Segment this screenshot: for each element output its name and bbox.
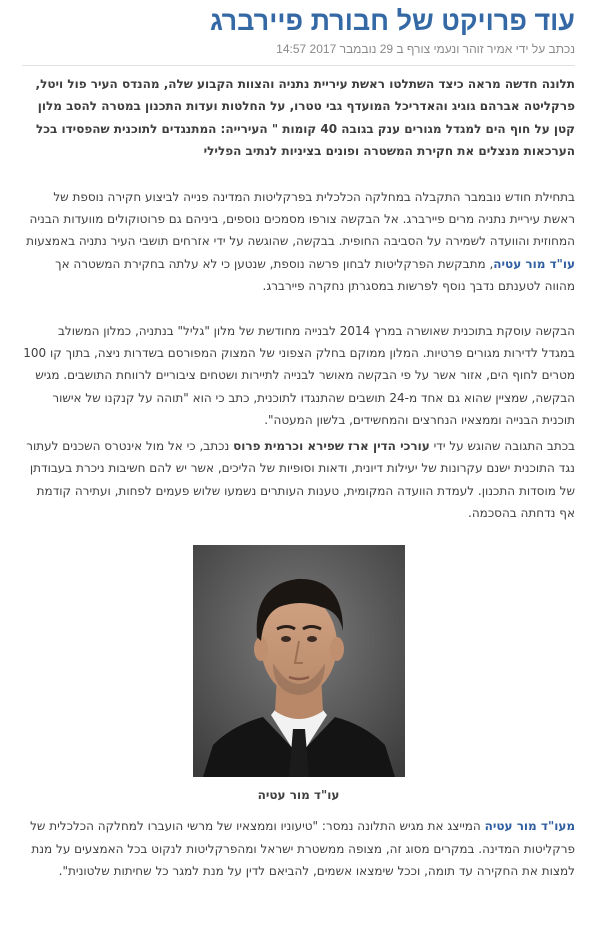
paragraph-1-text-a: בתחילת חודש נובמבר התקבלה במחלקה הכלכלית בפרקליטות המדינה פנייה לביצוע חקירה נוספת של ראשת עיריית נתניה מרים פיירברג. אל הבקשה צורפו מסמכים נוספים, ביניהם גם פרוטוקולים מוועדות הבניה המחוזית והוועדה לשמירה על הסביבה החופית. בבקשה, שהוגשה על ידי אזרחים תושבי העיר נתניה באמצעות <box>26 189 575 249</box>
article-byline: נכתב על ידי אמיר זוהר ונעמי צורף ב 29 נובמבר 2017 14:57 <box>276 42 575 56</box>
paragraph-1-text-b: , מתבקשת הפרקליטות לבחון פרשה נוספת, שנטען כי לא עלתה בחקירת המשטרה אך מהווה לטענתם נדבך נוסף לפרשות במסגרתן נחקרה פיירברג. <box>55 256 575 294</box>
paragraph-4 <box>22 815 575 882</box>
paragraph-1 <box>22 186 575 298</box>
article-title: עוד פרויקט של חבורת פיירברג <box>210 6 575 36</box>
paragraph-3 <box>22 435 575 525</box>
paragraph-3-text-a: בכתב התגובה שהוגש על ידי <box>429 438 575 453</box>
paragraph-3-text-b: נכתב, כי אל מול אינטרס השכנים לעתור נגד התוכנית ישנם עקרונות של יעילות דיונית, ודאות וסופיות של הליכים, אשר יש להם חשיבות ניכרת בעבודתן של מוסדות התכנון. לעמדת הוועדה המקומית, טענות העותרים נשמעו שלוש פעמים לפחות, ועתירה קודמת אף נדחתה בהסכמה. <box>26 438 575 520</box>
article-lead: תלונה חדשה מראה כיצד השתלטו ראשת עיריית נתניה והצוות הקבוע שלה, מהנדס העיר פול ויטל, פרקליטה אברהם גוגיג והאדריכל המועדף גבי טטרו, על החלטות ועדות התכנון במטרה להסב מלון קטן על חוף הים למגדל מגורים ענק בגובה 40 קומות " העירייה: המתנגדים לתוכנית שהפסידו בכל הערכאות מנצלים את חקירת המשטרה ופונים בציניות לנתיב הפלילי <box>35 77 575 159</box>
paragraph-4-text: המייצג את מגיש התלונה נמסר: "טיעוניו וממצאיו של מרשי הועברו למחלקה הכלכלית של פרקליטות המדינה. במקרים מסוג זה, מצופה ממשטרת ישראל ומהפרקליטות לנקוט בכל האמצעים על מנת למצות את החקירה עד תומה, וככל שימצאו אשמים, להביאם לדין על מנת למגר כל שחיתות שלטונית". <box>30 819 575 879</box>
photo-caption: עו"ד מור עטיה <box>257 788 340 803</box>
lawyer-name-link-2[interactable]: מעו"ד מור עטיה <box>484 819 575 834</box>
lawyers-names: עורכי הדין ארז שפירא וכרמית פרוס <box>233 438 430 453</box>
lawyer-name-link[interactable]: עו"ד מור עטיה <box>493 256 575 271</box>
lawyer-photo <box>193 545 405 777</box>
paragraph-2: הבקשה עוסקת בתוכנית שאושרה במרץ 2014 לבנייה מחודשת של מלון "גליל" בנתניה, כמלון המשולב במגדל לדירות מגורים פרטיות. המלון ממוקם בחלק הצפוני של המצוק המפורסם בשדרות ניצה, בתוך קו 100 מטרים לחוף הים, אזור אשר על פי הבקשה מאושר לבנייה לתיירות ושטחים ציבוריים לרווחת התושבים. מגיש הבקשה, שמציין שהוא גם אחד מ-24 תושבים שהתנגדו לתוכנית, כתב כי הוא "תוהה על קנקנו של אישור תוכנית הבנייה וממצאיו הנחרצים והמחשידים, בלשון המעטה". <box>23 323 575 428</box>
title-divider <box>22 65 575 66</box>
portrait-image <box>193 545 405 777</box>
